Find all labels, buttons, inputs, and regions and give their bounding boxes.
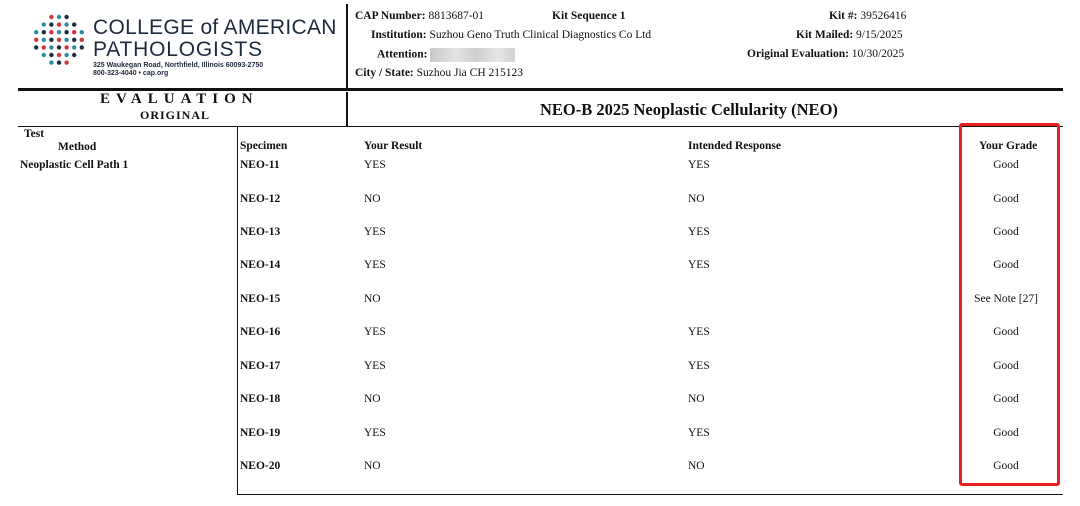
intended-cell: YES: [688, 259, 710, 271]
grade-cell: Good: [993, 226, 1019, 238]
result-cell: NO: [364, 193, 381, 205]
original-evaluation-line: [747, 48, 904, 60]
column-header-your-result: Your Result: [364, 140, 423, 152]
specimen-cell: NEO-13: [240, 226, 281, 238]
result-cell: YES: [364, 159, 386, 171]
org-name-line1: COLLEGE of AMERICAN: [93, 16, 337, 39]
attention-label: Attention:: [377, 48, 428, 61]
header-divider: [346, 4, 348, 88]
column-header-method: Method: [58, 141, 97, 153]
org-address: 325 Waukegan Road, Northfield, Illinois 60093-2750: [93, 62, 264, 69]
original-evaluation-value: 10/30/2025: [851, 48, 905, 60]
grade-column-highlight: [959, 123, 1060, 486]
cap-number-value: 8813687-01: [428, 10, 485, 22]
result-cell: NO: [364, 460, 381, 472]
table-top-rule: [18, 126, 1063, 127]
intended-cell: YES: [688, 226, 710, 238]
kit-mailed-line: [796, 29, 903, 41]
institution-label: Institution:: [371, 29, 427, 41]
evaluation-divider: [346, 92, 348, 126]
institution-value: Suzhou Geno Truth Clinical Diagnostics Co Ltd: [429, 29, 652, 41]
table-bottom-rule: [237, 494, 1063, 495]
specimen-cell: NEO-15: [240, 293, 281, 305]
attention-line: [377, 48, 515, 62]
result-cell: YES: [364, 427, 386, 439]
kit-sequence-label: Kit Sequence 1: [552, 10, 626, 22]
kit-mailed-label: Kit Mailed:: [796, 29, 854, 41]
grade-cell: Good: [993, 326, 1019, 338]
grade-cell: Good: [993, 393, 1019, 405]
table-row: [0, 159, 1080, 179]
specimen-cell: NEO-17: [240, 360, 281, 372]
intended-cell: YES: [688, 326, 710, 338]
grade-cell: Good: [993, 259, 1019, 271]
intended-cell: YES: [688, 159, 710, 171]
cap-logo: [30, 10, 337, 80]
city-line: [355, 67, 523, 79]
specimen-cell: NEO-20: [240, 460, 281, 472]
specimen-cell: NEO-18: [240, 393, 281, 405]
org-phone-web: 800-323-4040 • cap.org: [93, 70, 169, 77]
evaluation-subtitle: ORIGINAL: [140, 108, 211, 122]
specimen-cell: NEO-16: [240, 326, 281, 338]
kit-sequence: [552, 10, 625, 22]
result-cell: NO: [364, 293, 381, 305]
kit-number-value: 39526416: [860, 10, 907, 22]
grade-cell: Good: [993, 159, 1019, 171]
city-label: City / State:: [355, 67, 414, 79]
column-header-test: Test: [24, 128, 45, 140]
table-row: [0, 293, 1080, 313]
intended-cell: YES: [688, 427, 710, 439]
method-name: Neoplastic Cell Path 1: [20, 159, 129, 171]
result-cell: YES: [364, 326, 386, 338]
column-header-intended-response: Intended Response: [688, 140, 781, 152]
grade-cell: Good: [993, 193, 1019, 205]
grade-cell: Good: [993, 427, 1019, 439]
cap-number-line: [355, 10, 484, 22]
result-cell: YES: [364, 259, 386, 271]
kit-mailed-value: 9/15/2025: [856, 29, 903, 41]
grade-cell: Good: [993, 360, 1019, 372]
table-row: [0, 460, 1080, 480]
specimen-cell: NEO-19: [240, 427, 281, 439]
table-row: [0, 226, 1080, 246]
column-header-specimen: Specimen: [240, 140, 288, 152]
result-cell: YES: [364, 226, 386, 238]
result-cell: YES: [364, 360, 386, 372]
intended-cell: NO: [688, 393, 705, 405]
result-cell: NO: [364, 393, 381, 405]
table-row: [0, 427, 1080, 447]
attention-redacted: [430, 48, 515, 62]
kit-number-label: Kit #:: [829, 10, 858, 22]
cap-dots-icon: [30, 12, 88, 68]
cap-number-label: CAP Number:: [355, 10, 426, 22]
city-value: Suzhou Jia CH 215123: [416, 67, 524, 79]
table-row: [0, 360, 1080, 380]
table-row: [0, 259, 1080, 279]
institution-line: [371, 29, 651, 41]
table-row: [0, 193, 1080, 213]
kit-number-line: [829, 10, 906, 22]
intended-cell: YES: [688, 360, 710, 372]
specimen-cell: NEO-11: [240, 159, 280, 171]
specimen-cell: NEO-12: [240, 193, 281, 205]
column-header-your-grade: Your Grade: [979, 140, 1038, 152]
org-name-line2: PATHOLOGISTS: [93, 38, 263, 61]
original-evaluation-label: Original Evaluation:: [747, 48, 849, 60]
program-title: NEO-B 2025 Neoplastic Cellularity (NEO): [540, 100, 838, 119]
table-row: [0, 326, 1080, 346]
intended-cell: NO: [688, 193, 705, 205]
evaluation-title: EVALUATION: [100, 91, 259, 107]
grade-cell: See Note [27]: [974, 293, 1038, 305]
specimen-cell: NEO-14: [240, 259, 281, 271]
grade-cell: Good: [993, 460, 1019, 472]
table-row: [0, 393, 1080, 413]
intended-cell: NO: [688, 460, 705, 472]
